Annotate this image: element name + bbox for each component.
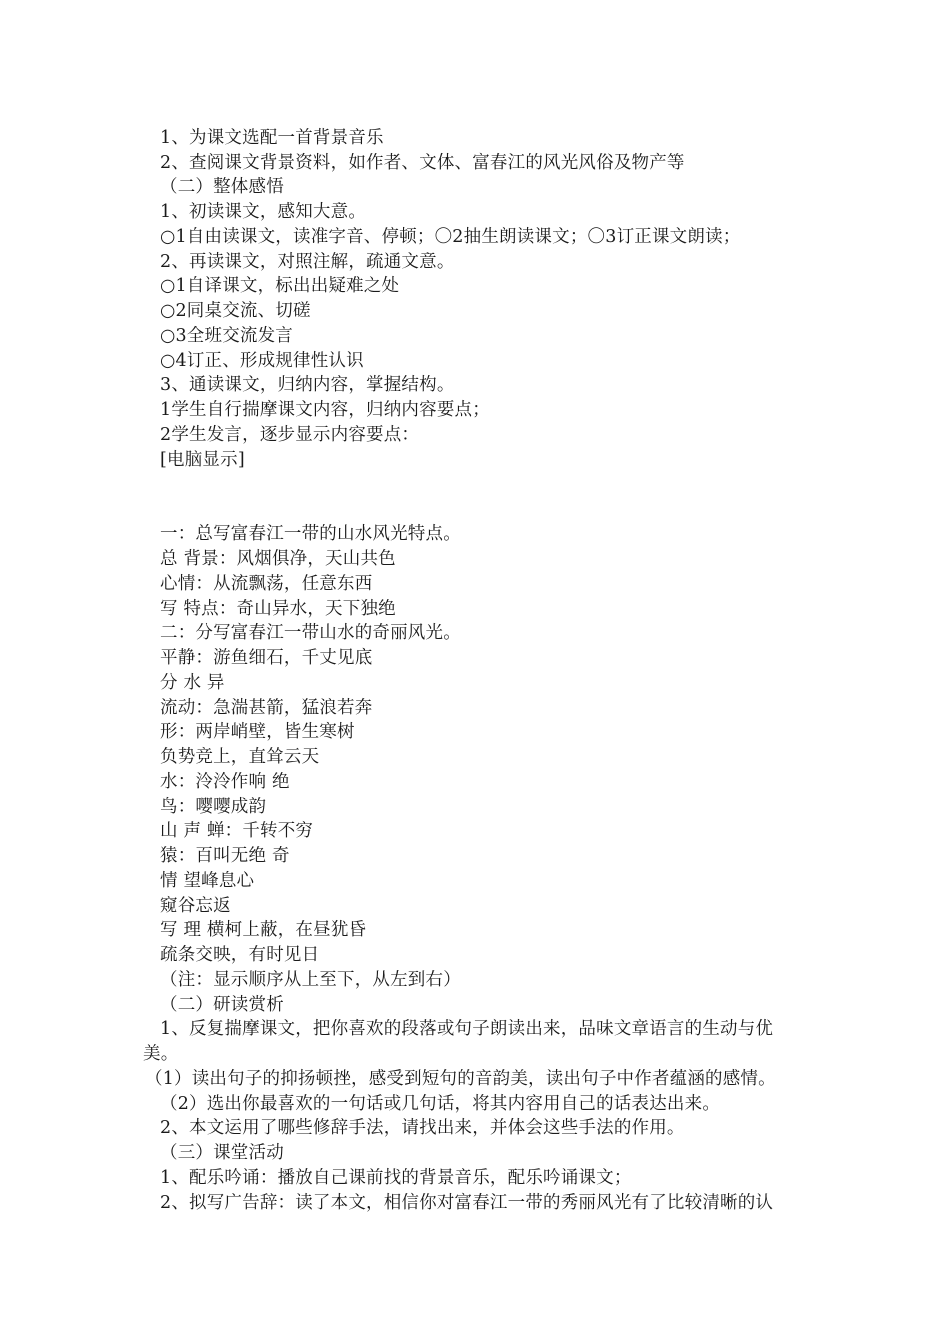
text-line: 1学生自行揣摩课文内容，归纳内容要点； [160, 400, 490, 420]
text-line: 2、本文运用了哪些修辞手法，请找出来，并体会这些手法的作用。 [160, 1118, 685, 1138]
text-line: [电脑显示] [160, 450, 245, 470]
text-line: ○2同桌交流、切磋 [160, 301, 311, 321]
text-line: 2、拟写广告辞：读了本文，相信你对富春江一带的秀丽风光有了比较清晰的认 [160, 1193, 774, 1213]
text-line: ○4订正、形成规律性认识 [160, 351, 364, 371]
text-line: 疏条交映，有时见日 [160, 945, 320, 965]
text-line: （1）读出句子的抑扬顿挫，感受到短句的音韵美，读出句子中作者蕴涵的感情。 [145, 1069, 776, 1089]
text-line: 1、配乐吟诵：播放自己课前找的背景音乐，配乐吟诵课文； [160, 1168, 632, 1188]
text-line: ○1自由读课文，读准字音、停顿；〇2抽生朗读课文；〇3订正课文朗读； [160, 227, 741, 247]
text-line: （注：显示顺序从上至下，从左到右） [160, 970, 461, 990]
text-line: 鸟：嘤嘤成韵 [160, 797, 267, 817]
text-line: 1、初读课文，感知大意。 [160, 202, 367, 222]
text-line: 1、反复揣摩课文，把你喜欢的段落或句子朗读出来，品味文章语言的生动与优 [160, 1019, 774, 1039]
text-line: 二：分写富春江一带山水的奇丽风光。 [160, 623, 461, 643]
text-line: 情 望峰息心 [160, 871, 255, 891]
text-line: 形：两岸峭壁，皆生寒树 [160, 722, 355, 742]
text-line: 水：泠泠作响 绝 [160, 772, 290, 792]
text-line: ○1自译课文，标出出疑难之处 [160, 276, 400, 296]
text-line: 2、再读课文，对照注解，疏通文意。 [160, 252, 455, 272]
text-line: 写 理 横柯上蔽，在昼犹昏 [160, 920, 367, 940]
section-heading: （二）整体感悟 [160, 177, 284, 197]
text-line: 总 背景：风烟俱净，天山共色 [160, 549, 396, 569]
text-line: 心情：从流飘荡，任意东西 [160, 574, 373, 594]
section-heading: （三）课堂活动 [160, 1143, 284, 1163]
text-line: 流动：急湍甚箭，猛浪若奔 [160, 698, 373, 718]
text-line: 1、为课文选配一首背景音乐 [160, 128, 384, 148]
text-line: 分 水 异 [160, 673, 225, 693]
text-line: ○3全班交流发言 [160, 326, 294, 346]
text-line: 负势竞上，直耸云天 [160, 747, 320, 767]
text-line: 2、查阅课文背景资料，如作者、文体、富春江的风光风俗及物产等 [160, 153, 685, 173]
text-line: 写 特点：奇山异水，天下独绝 [160, 599, 396, 619]
text-line: 平静：游鱼细石，千丈见底 [160, 648, 373, 668]
text-line: 一：总写富春江一带的山水风光特点。 [160, 524, 461, 544]
text-line: 2学生发言，逐步显示内容要点： [160, 425, 420, 445]
text-line: 美。 [143, 1044, 179, 1064]
text-line: 窥谷忘返 [160, 896, 231, 916]
section-heading: （二）研读赏析 [160, 995, 284, 1015]
text-line: 3、通读课文，归纳内容，掌握结构。 [160, 375, 455, 395]
text-line: 猿：百叫无绝 奇 [160, 846, 290, 866]
text-line: （2）选出你最喜欢的一句话或几句话，将其内容用自己的话表达出来。 [160, 1094, 721, 1114]
text-line: 山 声 蝉：千转不穷 [160, 821, 314, 841]
